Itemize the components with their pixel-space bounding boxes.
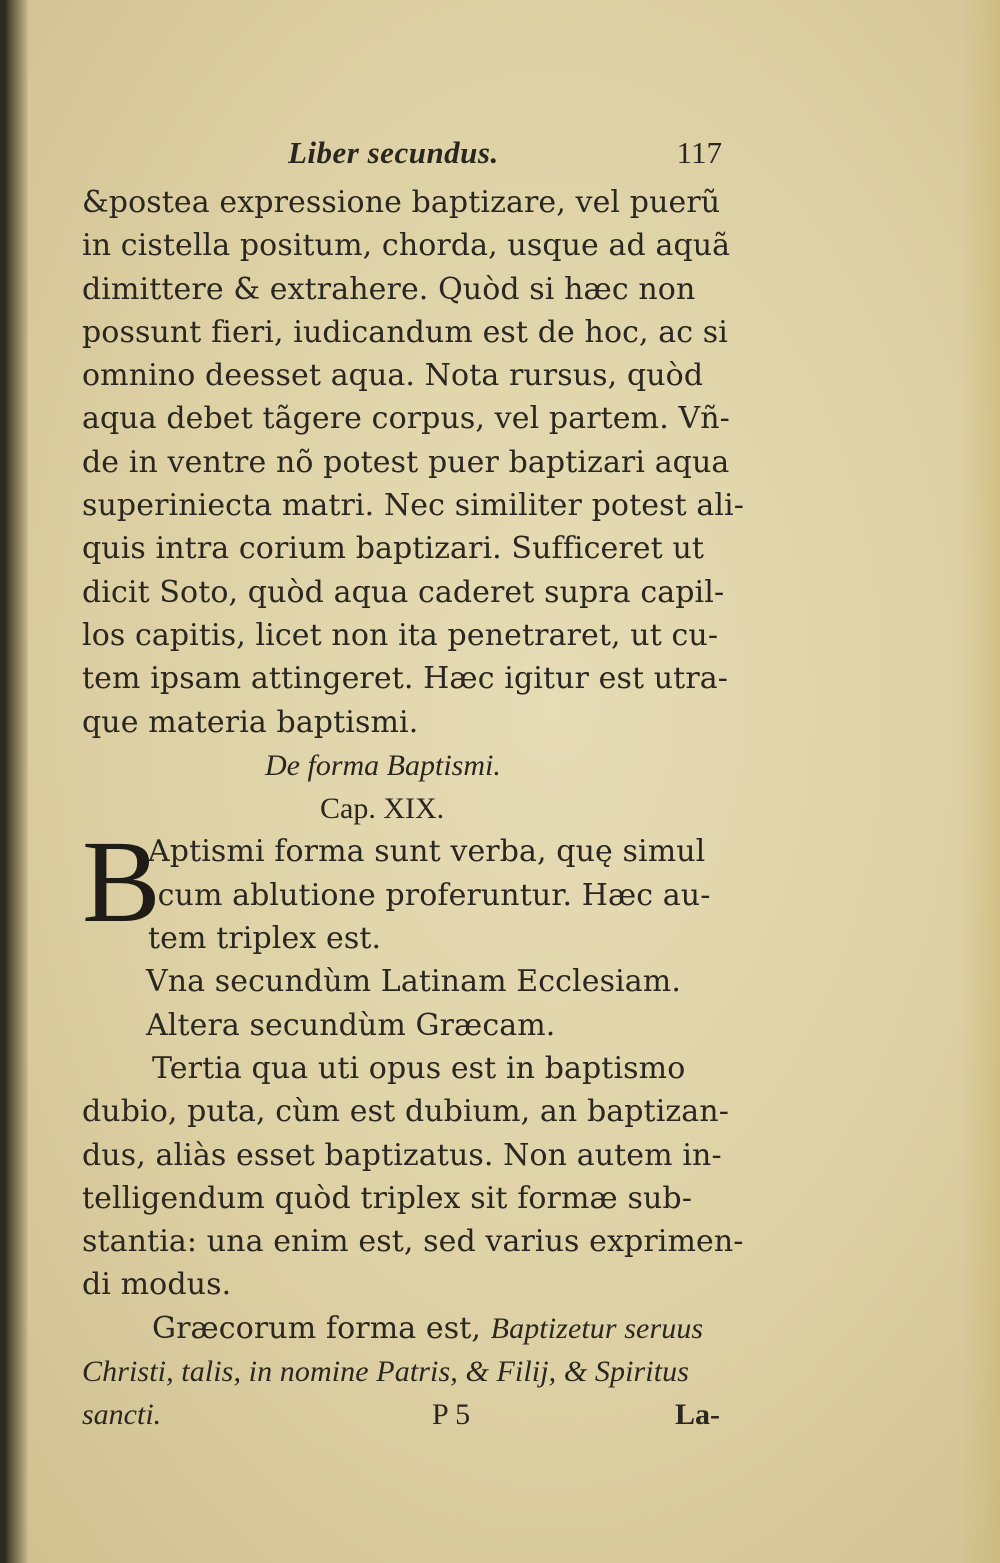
text-line: quis intra corium baptizari. Sufficeret ut: [82, 531, 705, 567]
footer-line: [82, 1393, 732, 1436]
text-line: [82, 1307, 732, 1350]
section-title: De forma Baptismi.: [265, 748, 501, 782]
page-number: 117: [676, 135, 722, 170]
page-header: [82, 135, 732, 181]
list-item: Vna secundùm Latinam Ecclesiam.: [146, 964, 681, 1000]
book-page: [6, 0, 1000, 1563]
drop-cap-initial: B: [82, 816, 161, 948]
text-line: los capitis, licet non ita penetraret, ut cu-: [82, 617, 719, 653]
text-line: in cistella positum, chorda, usque ad aquã: [82, 228, 731, 264]
chapter-number: Cap. XIX.: [320, 792, 445, 826]
text-line: possunt fieri, iudicandum est de hoc, ac si: [82, 314, 728, 350]
list-item: Altera secundùm Græcam.: [146, 1007, 556, 1043]
body-paragraph-2: [82, 1047, 744, 1307]
running-head: Liber secundus.: [288, 135, 499, 170]
text-line: aqua debet tãgere corpus, vel partem. Vñ-: [82, 401, 730, 437]
text-line: Aptismi forma sunt verba, quę simul: [148, 834, 706, 870]
text-line: dicit Soto, quòd aqua caderet supra capil-: [82, 574, 725, 610]
signature-mark: P 5: [432, 1398, 471, 1432]
italic-text-span: Baptizetur seruus: [490, 1311, 704, 1345]
text-span: sancti.: [82, 1398, 162, 1432]
body-paragraph-1: [82, 181, 744, 744]
text-line: Tertia qua uti opus est in baptismo: [152, 1050, 686, 1086]
text-line: &postea expressione baptizare, vel puerũ: [82, 185, 721, 220]
text-line: tem ipsam attingeret. Hæc igitur est utra-: [82, 661, 728, 697]
text-line: que materia baptismi.: [82, 704, 419, 740]
text-line: Christi, talis, in nomine Patris, & Filij, & Spiritus: [82, 1355, 690, 1389]
text-line: omnino deesset aqua. Nota rursus, quòd: [82, 358, 704, 394]
text-span: Græcorum forma est,: [152, 1310, 491, 1346]
text-line: dimittere & extrahere. Quòd si hæc non: [82, 271, 696, 307]
book-spine-shadow: [6, 0, 28, 1563]
text-line: di modus.: [82, 1267, 232, 1303]
text-line: stantia: una enim est, sed varius exprimen-: [82, 1224, 744, 1260]
body-paragraph-3: [82, 1307, 732, 1437]
text-line: superiniecta matri. Nec similiter potest ali-: [82, 488, 744, 524]
text-line: telligendum quòd triplex sit formæ sub-: [82, 1180, 692, 1216]
form-list: [82, 960, 732, 1047]
text-block: [82, 135, 744, 1436]
text-line: .cum ablutione proferuntur. Hæc au-: [148, 877, 711, 913]
chapter-opening: [82, 816, 732, 960]
text-line: dus, aliàs esset baptizatus. Non autem in-: [82, 1137, 722, 1173]
catchword: La-: [675, 1398, 720, 1432]
text-line: de in ventre nõ potest puer baptizari aqua: [82, 444, 730, 480]
page-edge-discoloration: [960, 0, 1000, 1563]
text-line: tem triplex est.: [148, 921, 382, 957]
text-line: dubio, puta, cùm est dubium, an baptizan-: [82, 1094, 729, 1130]
